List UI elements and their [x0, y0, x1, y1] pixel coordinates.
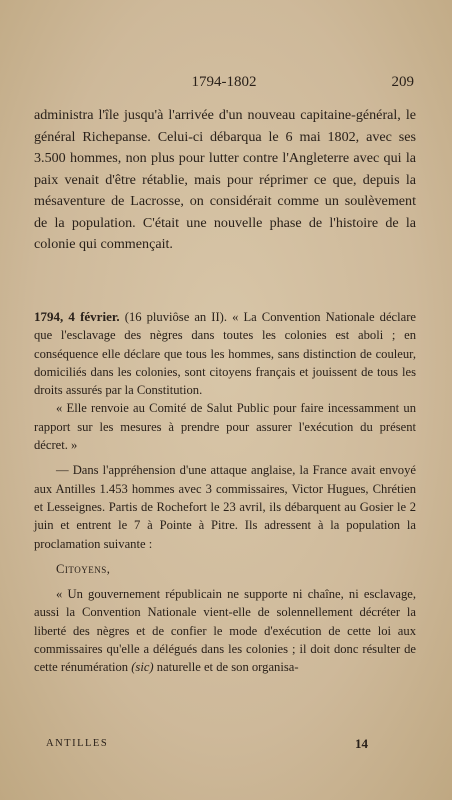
expedition-paragraph: — Dans l'appréhension d'une attaque anglaise, la France avait envoyé aux Antilles 1.453 hommes avec 3 commissaires, Victor Hugues, Chrétien et Lesseignes. Partis de Rochefort le 23 avril, ils débarquent au Gosier le 2 juin et entrent le 7 à Pointe à Pitre. Ils adressent à la population la proclamation suivante : [34, 463, 416, 551]
running-title: 1794-1802 [191, 74, 257, 90]
intro-paragraph: administra l'île jusqu'à l'arrivée d'un nouveau capitaine-général, le général Richepanse. Celui-ci débarqua le 6 mai 1802, avec ses 3.500 hommes, non plus pour lutter contre l'Angleterre avec qui la paix venait d'être rétablie, mais pour réprimer ce que, depuis la mésaventure de Lacrosse, on considérait comme un soulèvement de la population. C'était une nouvelle phase de l'histoire de la colonie qui commençait. [34, 107, 416, 252]
decree-text: (16 pluviôse an II). « La Convention Nationale déclare que l'esclavage des nègres dans toutes les colonies est aboli ; en conséquence elle déclare que tous les hommes, sans distinction de couleur, domiciliés dans les colonies, sont citoyens français et jouissent de tous les droits assurés par la Constitution. [34, 310, 417, 398]
page-number: 209 [391, 74, 414, 90]
decree-continuation: « Elle renvoie au Comité de Salut Public pour faire incessamment un rapport sur les mesures à prendre pour assurer l'exécution du présent décret. » [34, 401, 416, 453]
proclamation-paragraph: « Un gouvernement républicain ne supporte ni chaîne, ni esclavage, aussi la Convention Nationale vient-elle de solennellement décréter la liberté des nègres et de confier le mode d'exécution de cette loi aux commissaires qu'elle a délégués dans les colonies ; il doit donc résulter de cette rénumération (sic) naturelle et de son organisa- [34, 587, 416, 675]
signature-line [46, 736, 368, 754]
signature-label: ANTILLES [46, 738, 109, 749]
proclamation-salutation: Citoyens, [56, 561, 111, 576]
signature-number: 14 [355, 736, 368, 751]
chronology-entry [34, 308, 416, 677]
decree-paragraph [34, 308, 416, 399]
sic-note: (sic) [131, 660, 154, 675]
entry-date: 1794, 4 février. [34, 309, 120, 324]
running-head [34, 74, 414, 94]
